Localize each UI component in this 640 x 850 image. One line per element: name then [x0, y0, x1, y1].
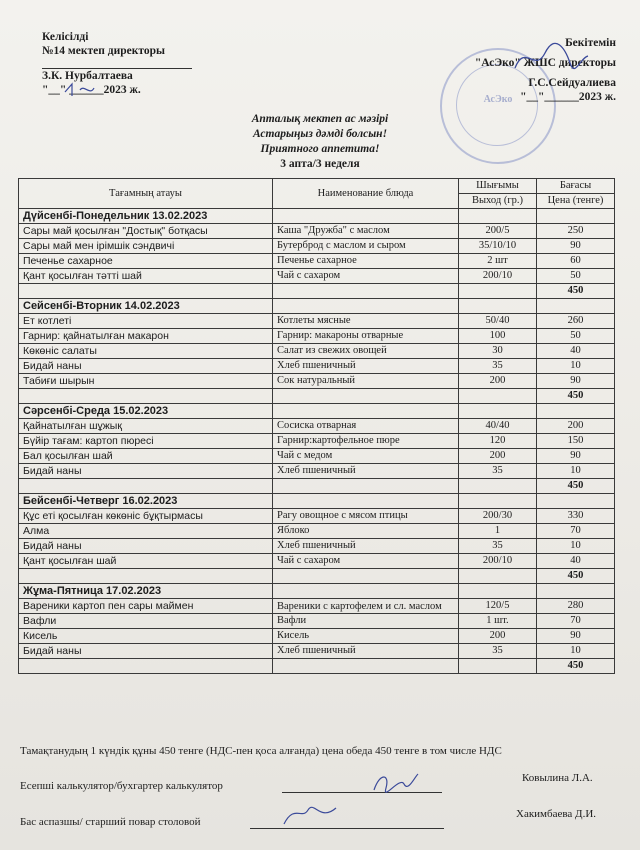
approve-word-right: Бекітемін [565, 37, 616, 49]
dish-price: 90 [537, 449, 615, 464]
dish-name-kz: Бидай наны [19, 644, 273, 659]
header-price-kz: Бағасы [537, 179, 615, 194]
dish-name-ru: Гарнир: макароны отварные [273, 329, 459, 344]
table-row [19, 314, 615, 329]
dish-name-kz: Бидай наны [19, 359, 273, 374]
dish-name-ru: Хлеб пшеничный [273, 464, 459, 479]
dish-name-kz: Кисель [19, 629, 273, 644]
dish-name-kz: Бал қосылған шай [19, 449, 273, 464]
dish-name-ru: Кисель [273, 629, 459, 644]
dish-name-ru: Сок натуральный [273, 374, 459, 389]
dish-name-ru: Салат из свежих овощей [273, 344, 459, 359]
title-line-4: 3 апта/3 неделя [280, 158, 360, 170]
director-signature [510, 38, 590, 78]
title-line-1: Апталық мектеп ас мәзірі [251, 113, 389, 125]
table-row [19, 464, 615, 479]
table-row [19, 359, 615, 374]
dish-name-ru: Чай с сахаром [273, 269, 459, 284]
table-row [19, 449, 615, 464]
day-total-row [19, 659, 615, 674]
header-output-kz: Шығымы [459, 179, 537, 194]
table-row [19, 254, 615, 269]
dish-name-kz: Гарнир: қайнатылған макарон [19, 329, 273, 344]
table-row [19, 524, 615, 539]
dish-name-ru: Котлеты мясные [273, 314, 459, 329]
dish-output: 100 [459, 329, 537, 344]
accountant-label: Есепші калькулятор/бухгартер калькулятор [20, 780, 223, 792]
dish-name-ru: Вареники с картофелем и сл. маслом [273, 599, 459, 614]
dish-name-ru: Чай с сахаром [273, 554, 459, 569]
dish-name-ru: Печенье сахарное [273, 254, 459, 269]
dish-price: 50 [537, 329, 615, 344]
table-row [19, 269, 615, 284]
dish-price: 260 [537, 314, 615, 329]
dish-name-kz: Вареники картоп пен сары маймен [19, 599, 273, 614]
dish-output: 200 [459, 374, 537, 389]
menu-title [0, 112, 640, 172]
dish-name-kz: Сары май қосылған "Достық" ботқасы [19, 224, 273, 239]
dish-price: 90 [537, 239, 615, 254]
menu-table [18, 178, 615, 674]
dish-name-kz: Вафли [19, 614, 273, 629]
table-row [19, 539, 615, 554]
day-total-row [19, 284, 615, 299]
dish-price: 150 [537, 434, 615, 449]
dish-price: 10 [537, 359, 615, 374]
day-title: Сейсенбі-Вторник 14.02.2023 [19, 299, 273, 314]
day-header-row [19, 209, 615, 224]
stamp-text: АсЭко [483, 94, 513, 105]
dish-output: 200/10 [459, 554, 537, 569]
approver-position-left: №14 мектеп директоры [42, 45, 165, 57]
daily-cost-note: Тамақтанудың 1 күндік құны 450 тенге (НДС-пен қоса алғанда) цена обеда 450 тенге в том числе НДС [20, 745, 502, 757]
dish-name-kz: Қайнатылған шұжық [19, 419, 273, 434]
dish-name-kz: Табиғи шырын [19, 374, 273, 389]
day-header-row [19, 404, 615, 419]
dish-price: 10 [537, 539, 615, 554]
table-row [19, 224, 615, 239]
header-ru-name: Наименование блюда [273, 179, 459, 209]
dish-name-ru: Вафли [273, 614, 459, 629]
dish-price: 40 [537, 344, 615, 359]
header-price-ru: Цена (тенге) [537, 194, 615, 209]
day-title: Бейсенбі-Четверг 16.02.2023 [19, 494, 273, 509]
dish-name-kz: Ет котлеті [19, 314, 273, 329]
dish-price: 50 [537, 269, 615, 284]
header-output-ru: Выход (гр.) [459, 194, 537, 209]
dish-name-kz: Печенье сахарное [19, 254, 273, 269]
dish-price: 70 [537, 524, 615, 539]
dish-price: 280 [537, 599, 615, 614]
dish-name-ru: Гарнир:картофельное пюре [273, 434, 459, 449]
accountant-signature [370, 768, 420, 798]
dish-output: 120 [459, 434, 537, 449]
dish-price: 90 [537, 629, 615, 644]
dish-name-kz: Алма [19, 524, 273, 539]
dish-name-kz: Қант қосылған тәтті шай [19, 269, 273, 284]
dish-name-kz: Қант қосылған шай [19, 554, 273, 569]
dish-name-kz: Бидай наны [19, 464, 273, 479]
day-header-row [19, 299, 615, 314]
table-row [19, 644, 615, 659]
table-row [19, 629, 615, 644]
dish-price: 10 [537, 644, 615, 659]
header-kz-name: Тағамның атауы [19, 179, 273, 209]
dish-output: 50/40 [459, 314, 537, 329]
menu-table-body [19, 209, 615, 674]
day-total-row [19, 569, 615, 584]
dish-output: 1 [459, 524, 537, 539]
dish-output: 35/10/10 [459, 239, 537, 254]
signature-line-left [42, 58, 192, 69]
dish-price: 60 [537, 254, 615, 269]
dish-name-ru: Хлеб пшеничный [273, 359, 459, 374]
dish-name-ru: Бутерброд с маслом и сыром [273, 239, 459, 254]
day-total-row [19, 389, 615, 404]
dish-price: 10 [537, 464, 615, 479]
cook-name: Хакимбаева Д.И. [516, 808, 597, 820]
dish-output: 120/5 [459, 599, 537, 614]
table-row [19, 239, 615, 254]
day-total-row [19, 479, 615, 494]
title-line-3: Приятного аппетита! [260, 143, 380, 155]
dish-output: 40/40 [459, 419, 537, 434]
dish-name-ru: Хлеб пшеничный [273, 644, 459, 659]
day-header-row [19, 584, 615, 599]
dish-price: 40 [537, 554, 615, 569]
dish-name-kz: Құс еті қосылған көкөніс бұқтырмасы [19, 509, 273, 524]
date-handwriting-left [60, 80, 100, 100]
accountant-name: Ковылина Л.А. [522, 772, 593, 784]
cook-signature [280, 800, 340, 830]
day-total: 450 [537, 479, 615, 494]
day-title: Сәрсенбі-Среда 15.02.2023 [19, 404, 273, 419]
dish-output: 200/30 [459, 509, 537, 524]
dish-name-ru: Хлеб пшеничный [273, 539, 459, 554]
dish-price: 250 [537, 224, 615, 239]
approver-name-left: З.К. Нурбалтаева [42, 70, 133, 82]
table-row [19, 509, 615, 524]
day-header-row [19, 494, 615, 509]
dish-price: 70 [537, 614, 615, 629]
table-row [19, 419, 615, 434]
dish-output: 200 [459, 449, 537, 464]
dish-name-ru: Каша "Дружба" с маслом [273, 224, 459, 239]
day-title: Жұма-Пятница 17.02.2023 [19, 584, 273, 599]
day-total: 450 [537, 389, 615, 404]
day-total: 450 [537, 284, 615, 299]
title-line-2: Астарыңыз дәмді болсын! [252, 128, 388, 140]
approval-date-right: "__"______2023 ж. [520, 91, 616, 103]
dish-output: 200/10 [459, 269, 537, 284]
dish-name-kz: Сары май мен ірімшік сэндвичі [19, 239, 273, 254]
day-total: 450 [537, 659, 615, 674]
approver-org-right: "АсЭко" ЖШС директоры [474, 57, 616, 69]
dish-output: 30 [459, 344, 537, 359]
dish-price: 330 [537, 509, 615, 524]
dish-price: 200 [537, 419, 615, 434]
dish-name-ru: Сосиска отварная [273, 419, 459, 434]
dish-name-kz: Бүйір тағам: картоп пюресі [19, 434, 273, 449]
table-row [19, 344, 615, 359]
dish-output: 200 [459, 629, 537, 644]
dish-output: 35 [459, 464, 537, 479]
table-row [19, 374, 615, 389]
dish-name-kz: Көкөніс салаты [19, 344, 273, 359]
dish-output: 1 шт. [459, 614, 537, 629]
table-row [19, 614, 615, 629]
approver-name-right: Г.С.Сейдуалиева [528, 77, 616, 89]
day-total: 450 [537, 569, 615, 584]
dish-name-kz: Бидай наны [19, 539, 273, 554]
dish-output: 2 шт [459, 254, 537, 269]
dish-name-ru: Чай с медом [273, 449, 459, 464]
table-row [19, 554, 615, 569]
table-row [19, 434, 615, 449]
approve-word-left: Келісілді [42, 31, 89, 43]
dish-output: 35 [459, 644, 537, 659]
dish-name-ru: Яблоко [273, 524, 459, 539]
table-row [19, 599, 615, 614]
dish-output: 35 [459, 539, 537, 554]
cook-label: Бас аспазшы/ старший повар столовой [20, 816, 201, 828]
dish-output: 200/5 [459, 224, 537, 239]
day-title: Дүйсенбі-Понедельник 13.02.2023 [19, 209, 273, 224]
approval-date-left: "__" ______2023 ж. [42, 84, 141, 96]
dish-price: 90 [537, 374, 615, 389]
dish-output: 35 [459, 359, 537, 374]
table-row [19, 329, 615, 344]
dish-name-ru: Рагу овощное с мясом птицы [273, 509, 459, 524]
